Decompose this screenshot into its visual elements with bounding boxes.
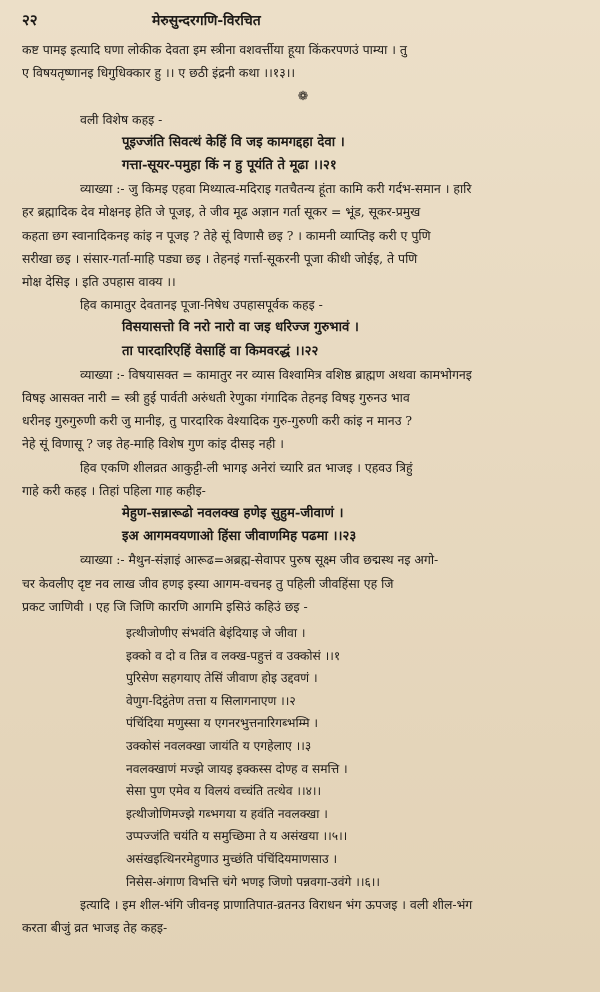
commentary-line: प्रकट जाणिवी । एह जि जिणि कारणि आगमि इसिउं कहिउं छइ -: [22, 598, 308, 614]
quoted-verse-line: पुरिसेण सहगयाए तेसिं जीवाण होइ उद्दवणं ।: [126, 671, 318, 686]
quoted-verse-line: उप्पज्जंति चयंति य समुच्छिमा ते य असंखया ।।५।।: [126, 829, 348, 844]
verse-line: गत्ता-सूयर-पमुहा किं न हु पूयंति ते मूढा ।।२१: [122, 158, 337, 174]
running-head: मेरुसुन्दरगणि-विरचित: [152, 13, 261, 29]
quoted-verse-line: इत्थीजोणीए संभवंति बेइंदियाइ जे जीवा ।: [126, 626, 306, 641]
commentary-line: चर केवलीए दृष्ट नव लाख जीव हणइ इस्या आगम-वचनइ तु पहिली जीवहिंसा एह जि: [22, 575, 394, 591]
quoted-verse-line: असंखइत्थिनरमेहुणाउ मुच्छंति पंचिंदियमाणसाउ ।: [126, 852, 338, 867]
text-line: ए विषयतृष्णानइ धिगुधिक्कार हु ।। ए छठी इंद्रनी कथा ।।१३।।: [22, 65, 296, 81]
quoted-verse-line: उक्कोसं नवलक्खा जायंति य एगहेलाए ।।३: [126, 739, 312, 754]
text-line: हिव कामातुर देवतानइ पूजा-निषेध उपहासपूर्वक कहइ -: [80, 297, 323, 313]
commentary-line: धरीनइ गुरुगुरुणी करी जु मानीइ, तु पारदारिक वेश्यादिक गुरु-गुरुणी करी कांइ न मानउ ?: [22, 413, 413, 429]
text-line: इत्यादि । इम शील-भंगि जीवनइ प्राणातिपात-व्रतनउ विराधन भंग ऊपजइ । वली शील-भंग: [80, 897, 473, 913]
text-line: कष्ट पामइ इत्यादि घणा लोकीक देवता इम स्त्रीना वशवर्त्तीया हूया किंकरपणउं पाम्या । तु: [22, 42, 407, 57]
text-line: वली विशेष कहइ -: [80, 111, 163, 127]
quoted-verse-line: इक्को व दो व तिन्न व लक्ख-पहुत्तं व उक्कोसं ।।१: [126, 648, 341, 663]
commentary-line: हर ब्रह्मादिक देव मोक्षनइ हेति जे पूजइ, ते जीव मूढ अज्ञान गर्ता सूकर = भूंड, सूकर-प्रमुख: [22, 204, 421, 220]
commentary-line: कहता छग स्वानादिकनइ कांइ न पूजइ ? तेहे सूं विणासै छइ ? । कामनी व्याप्तिइ करी ए पुणि: [22, 227, 431, 243]
commentary-line: नेहे सूं विणासू ? जइ तेह-माहि विशेष गुण कांइ दीसइ नही ।: [22, 436, 284, 452]
quoted-verse-line: वेणुग-दिट्ठंतेण तत्ता य सिलागनाएण ।।२: [126, 693, 296, 708]
commentary-line: विषइ आसक्त नारी = स्त्री हुई पार्वती अरुंधती रेणुका गंगादिक तेहनइ विषइ गुरुनउ भाव: [22, 390, 410, 406]
commentary-line: व्याख्या :- मैथुन-संज्ञाइं आरूढ=अब्रह्म-सेवापर पुरुष सूक्ष्म जीव छद्मस्थ नइ अगो-: [80, 552, 439, 568]
verse-line: पूइज्जंति सिवत्थं केहिं वि जइ कामगद्दहा देवा ।: [122, 134, 345, 150]
commentary-line: व्याख्या :- विषयासक्त = कामातुर नर व्यास विश्वामित्र वशिष्ठ ब्राह्मण अथवा कामभोगनइ: [80, 366, 472, 382]
quoted-verse-line: पंचिंदिया मणुस्सा य एगनरभुत्तनारिगब्भम्मि ।: [126, 716, 319, 731]
text-line: हिव एकणि शीलव्रत आकुट्टी-ली भागइ अनेरां च्यारि व्रत भाजइ । एहवउ त्रिहुं: [80, 459, 413, 475]
quoted-verse-line: नवलक्खाणं मज्झे जायइ इक्कस्स दोण्ह व समत्ति ।: [126, 761, 348, 776]
verse-line: इअ आगमवयणाओ हिंसा जीवाणमिह पढमा ।।२३: [122, 529, 357, 545]
verse-line: मेहुण-सन्नारूढो नवलक्ख हणेइ सुहुम-जीवाणं ।: [122, 506, 344, 522]
commentary-line: सरीखा छइ । संसार-गर्ता-माहि पड्या छइ । तेहनइं गर्त्ता-सूकरनी पूजा कीधी जोईइ, ते पणि: [22, 250, 418, 266]
page-number: २२: [22, 11, 38, 29]
quoted-verse-line: सेसा पुण एमेव य विलयं वच्चंति तत्थेव ।।४।।: [126, 784, 322, 799]
commentary-line: व्याख्या :- जु किमइ एहवा मिथ्यात्व-मदिराइ गतचैतन्य हूंता कामि करी गर्दभ-समान । हारि: [80, 181, 472, 197]
flower-ornament-icon: ❁: [297, 88, 309, 104]
verse-line: विसयासत्तो वि नरो नारो वा जइ धरिज्ज गुरुभावं ।: [122, 320, 359, 336]
page-header: [22, 10, 584, 38]
quoted-verse-line: इत्थीजोणिमज्झे गब्भगया य हवंति नवलक्खा ।: [126, 806, 328, 821]
verse-line: ता पारदारिएहिं वेसाहिं वा किमवरद्धं ।।२२: [122, 343, 319, 359]
commentary-line: मोक्ष देसिइ । इति उपहास वाक्य ।।: [22, 274, 176, 290]
text-line: करता बीजुं व्रत भाजइ तेह कहइ-: [22, 920, 168, 936]
text-line: गाहे करी कहइ । तिहां पहिला गाह कहीइ-: [22, 482, 206, 498]
quoted-verse-line: निसेस-अंगाण विभत्ति चंगे भणइ जिणो पन्नवगा-उवंगे ।।६।।: [126, 874, 381, 889]
